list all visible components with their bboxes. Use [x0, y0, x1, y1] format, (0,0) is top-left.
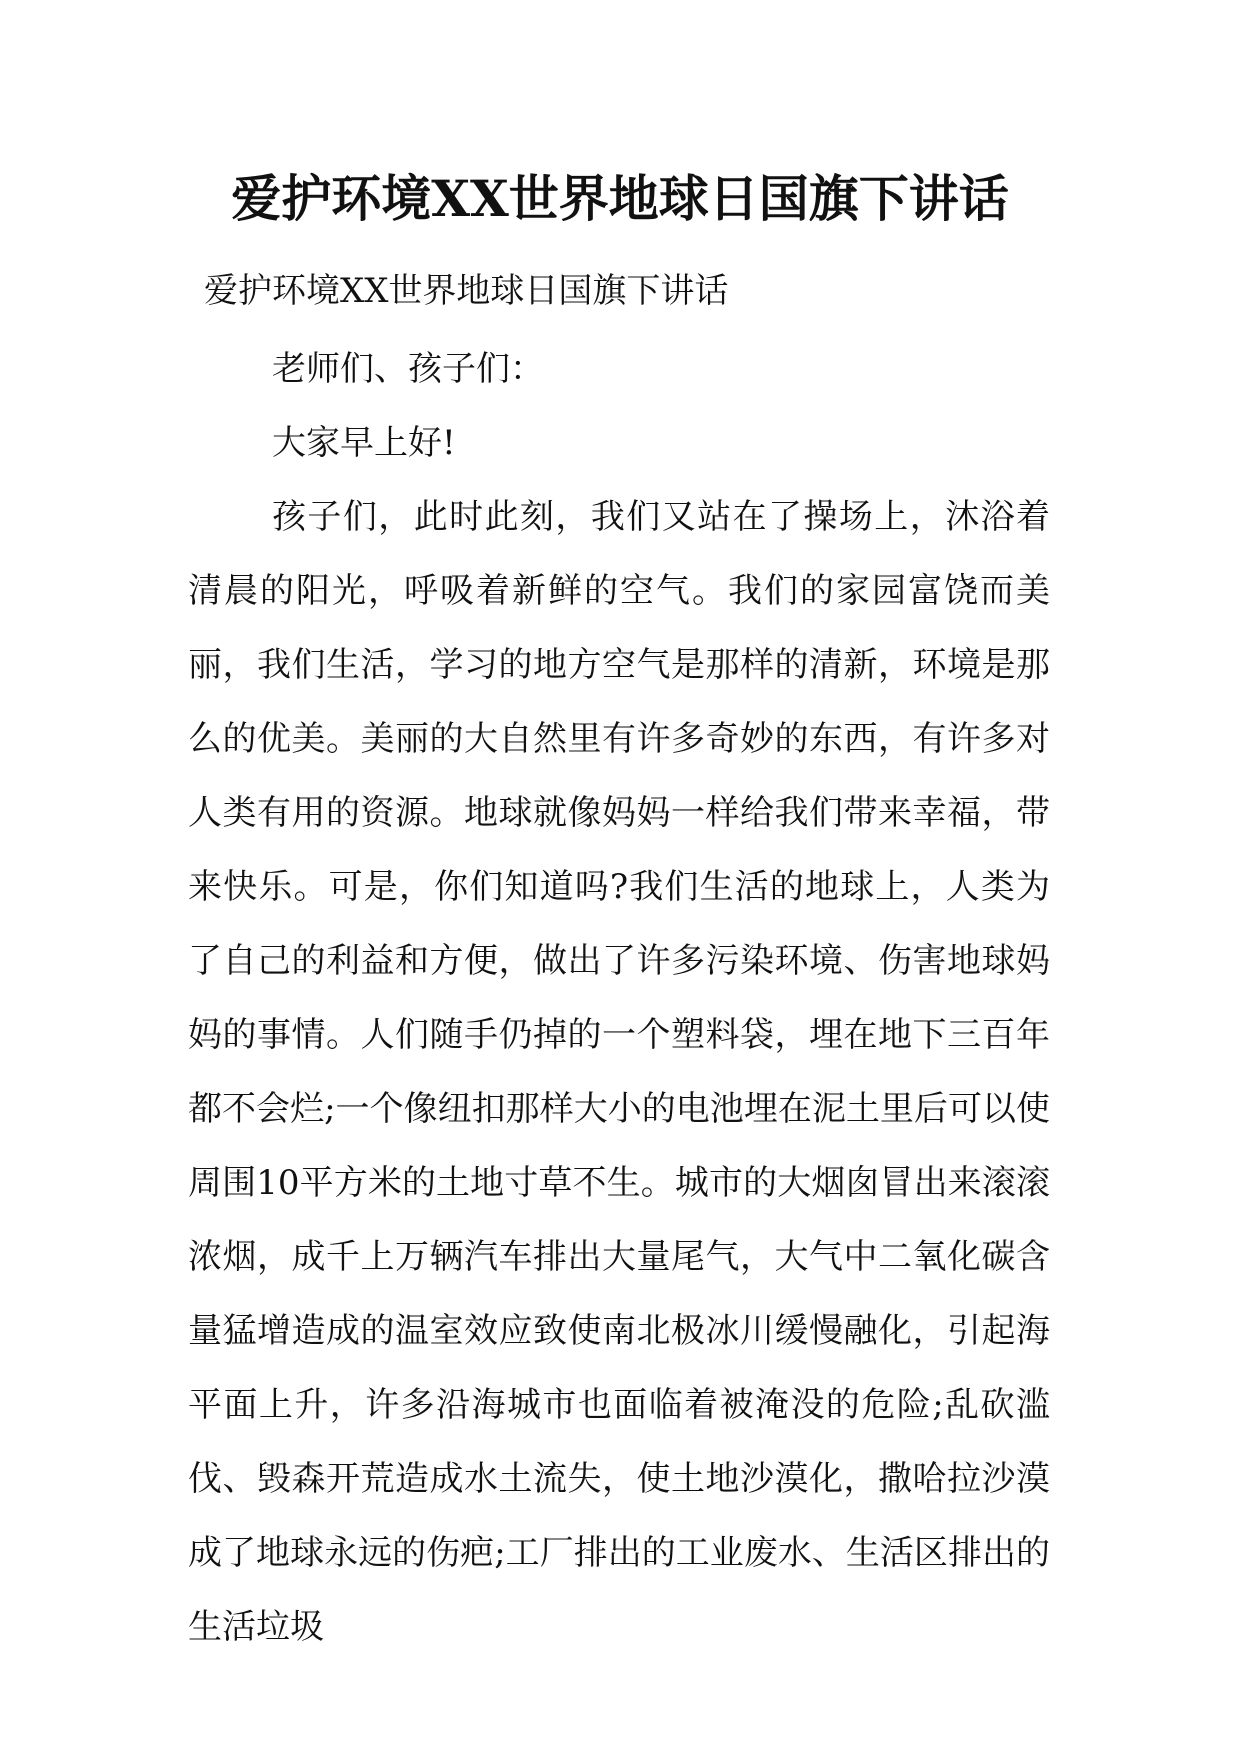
salutation-paragraph: 大家早上好!: [272, 423, 456, 463]
document-subtitle: 爱护环境XX世界地球日国旗下讲话: [204, 271, 729, 311]
body-paragraph: 孩子们，此时此刻，我们又站在了操场上，沐浴着清晨的阳光，呼吸着新鲜的空气。我们的家园富饶而美丽，我们生活，学习的地方空气是那样的清新，环境是那么的优美。美丽的大自然里有许多奇妙的东西，有许多对人类有用的资源。地球就像妈妈一样给我们带来幸福，带来快乐。可是，你们知道吗?我们生活的地球上，人类为了自己的利益和方便，做出了许多污染环境、伤害地球妈妈的事情。人们随手仍掉的一个塑料袋，埋在地下三百年都不会烂;一个像纽扣那样大小的电池埋在泥土里后可以使周围10平方米的土地寸草不生。城市的大烟囱冒出来滚滚浓烟，成千上万辆汽车排出大量尾气，大气中二氧化碳含量猛增造成的温室效应致使南北极冰川缓慢融化，引起海平面上升，许多沿海城市也面临着被淹没的危险;乱砍滥伐、毁森开荒造成水土流失，使土地沙漠化，撒哈拉沙漠成了地球永远的伤疤;工厂排出的工业废水、生活区排出的生活垃圾: [188, 497, 1050, 1647]
document-title: 爱护环境XX世界地球日国旗下讲话: [231, 169, 1009, 228]
greeting-paragraph: 老师们、孩子们：: [272, 349, 544, 389]
